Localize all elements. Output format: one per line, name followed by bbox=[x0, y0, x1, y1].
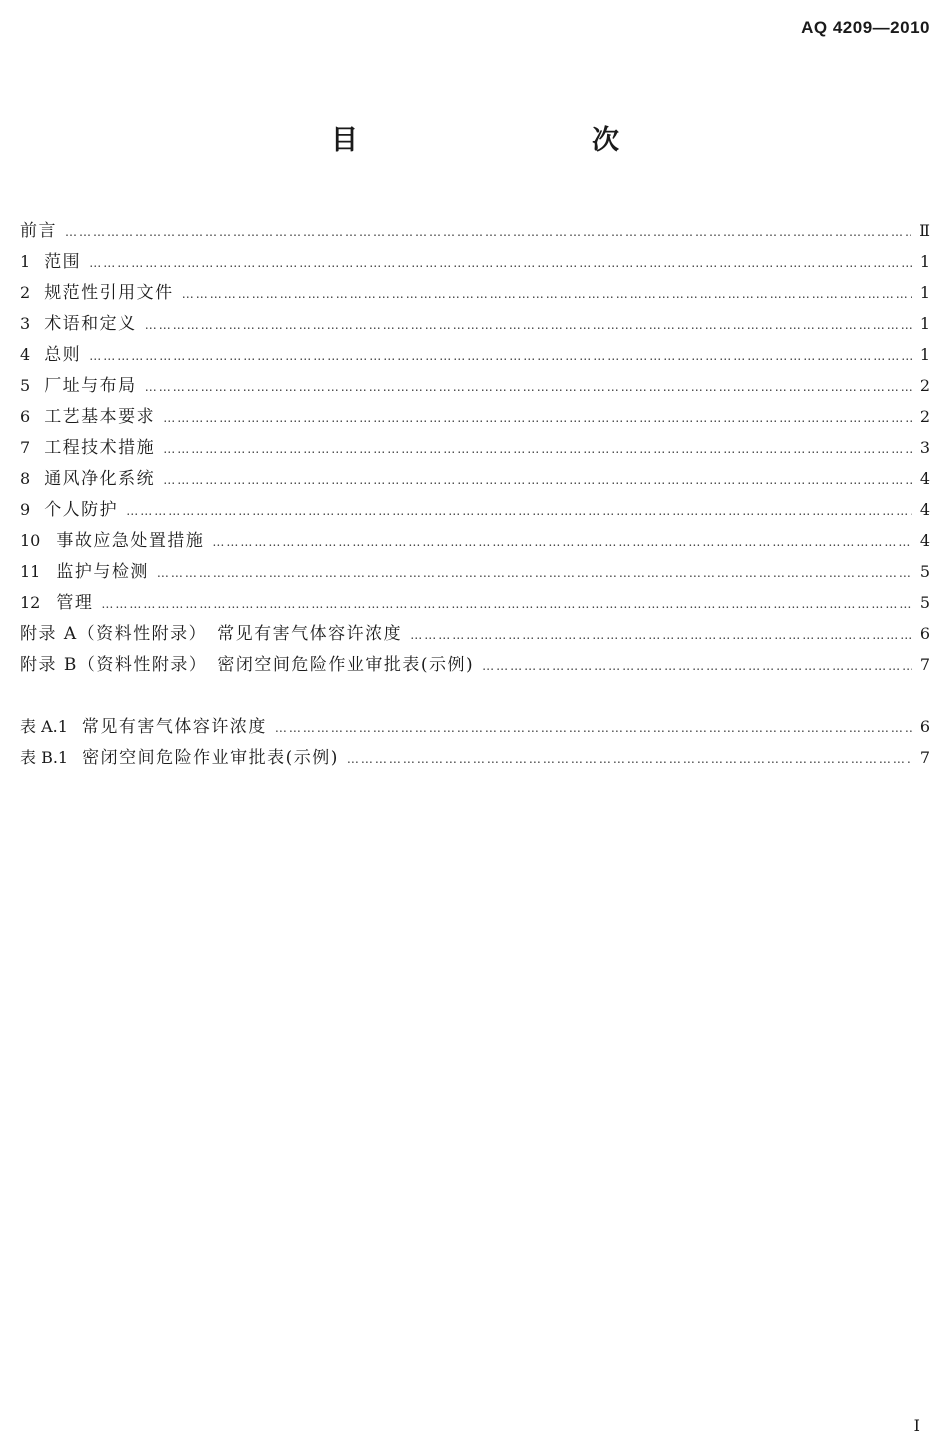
toc-entry-page: 2 bbox=[919, 376, 930, 395]
toc-entry-page: 1 bbox=[919, 345, 930, 364]
toc-entry-label: 附录 B（资料性附录） 密闭空间危险作业审批表(示例) bbox=[20, 655, 475, 675]
toc-entry-4[interactable] bbox=[20, 339, 930, 370]
table-entry-number: 表 B.1 bbox=[20, 748, 69, 767]
dot-leader bbox=[145, 372, 912, 403]
toc-entry-page: 5 bbox=[919, 562, 930, 581]
toc-entry-page: 7 bbox=[919, 655, 930, 674]
toc-entry-12[interactable] bbox=[20, 587, 930, 618]
dot-leader bbox=[212, 527, 911, 558]
toc-entry-2[interactable] bbox=[20, 277, 930, 308]
toc-entry-label: 总则 bbox=[44, 345, 82, 365]
toc-entry-foreword[interactable] bbox=[20, 215, 930, 246]
toc-entry-number: 3 bbox=[20, 314, 31, 333]
dot-leader bbox=[163, 465, 912, 496]
toc-entry-page: 5 bbox=[919, 593, 930, 612]
toc-entry-10[interactable] bbox=[20, 525, 930, 556]
toc-entry-page: 1 bbox=[919, 252, 930, 271]
toc-entry-label: 监护与检测 bbox=[56, 562, 149, 582]
dot-leader bbox=[410, 620, 912, 651]
toc-entry-number: 4 bbox=[20, 345, 31, 364]
toc-entry-label: 术语和定义 bbox=[44, 314, 137, 334]
dot-leader bbox=[163, 403, 912, 434]
list-of-tables bbox=[20, 711, 930, 773]
toc-entry-page: 4 bbox=[919, 469, 930, 488]
table-entry-a1[interactable] bbox=[20, 711, 930, 742]
toc-entry-3[interactable] bbox=[20, 308, 930, 339]
toc-entry-label: 附录 A（资料性附录） 常见有害气体容许浓度 bbox=[20, 624, 403, 644]
toc-entry-page: 4 bbox=[919, 531, 930, 550]
table-of-contents bbox=[20, 215, 930, 680]
toc-entry-1[interactable] bbox=[20, 246, 930, 277]
standard-code: AQ 4209—2010 bbox=[801, 18, 930, 37]
toc-entry-6[interactable] bbox=[20, 401, 930, 432]
toc-entry-label: 工艺基本要求 bbox=[44, 407, 156, 427]
toc-entry-number: 9 bbox=[20, 500, 31, 519]
toc-entry-number: 1 bbox=[20, 252, 31, 271]
toc-entry-label: 规范性引用文件 bbox=[44, 283, 174, 303]
toc-entry-appendix-b[interactable] bbox=[20, 649, 930, 680]
dot-leader bbox=[145, 310, 912, 341]
table-entry-label: 常见有害气体容许浓度 bbox=[81, 717, 267, 737]
dot-leader bbox=[275, 713, 912, 744]
toc-entry-5[interactable] bbox=[20, 370, 930, 401]
dot-leader bbox=[126, 496, 912, 527]
toc-entry-page: Ⅱ bbox=[919, 221, 930, 240]
table-entry-label: 密闭空间危险作业审批表(示例) bbox=[82, 748, 339, 768]
toc-entry-appendix-a[interactable] bbox=[20, 618, 930, 649]
dot-leader bbox=[482, 651, 912, 682]
toc-entry-label: 个人防护 bbox=[44, 500, 119, 520]
table-entry-b1[interactable] bbox=[20, 742, 930, 773]
toc-entry-number: 11 bbox=[20, 562, 41, 581]
toc-entry-label: 管理 bbox=[56, 593, 94, 613]
toc-entry-number: 2 bbox=[20, 283, 31, 302]
toc-entry-page: 4 bbox=[919, 500, 930, 519]
toc-entry-11[interactable] bbox=[20, 556, 930, 587]
toc-entry-8[interactable] bbox=[20, 463, 930, 494]
toc-entry-page: 1 bbox=[919, 283, 930, 302]
toc-entry-number: 10 bbox=[20, 531, 41, 550]
table-entry-page: 7 bbox=[919, 748, 930, 767]
toc-entry-number: 8 bbox=[20, 469, 31, 488]
toc-entry-number: 7 bbox=[20, 438, 31, 457]
table-entry-number: 表 A.1 bbox=[20, 717, 68, 736]
toc-entry-page: 6 bbox=[919, 624, 930, 643]
toc-entry-9[interactable] bbox=[20, 494, 930, 525]
toc-entry-number: 5 bbox=[20, 376, 31, 395]
toc-entry-label: 前言 bbox=[20, 221, 57, 241]
dot-leader bbox=[65, 217, 911, 248]
toc-entry-label: 事故应急处置措施 bbox=[56, 531, 205, 551]
toc-entry-label: 通风净化系统 bbox=[44, 469, 156, 489]
dot-leader bbox=[89, 341, 912, 372]
table-entry-page: 6 bbox=[919, 717, 930, 736]
dot-leader bbox=[182, 279, 912, 310]
page-number: Ⅰ bbox=[913, 1416, 920, 1435]
toc-entry-label: 工程技术措施 bbox=[44, 438, 156, 458]
toc-entry-number: 6 bbox=[20, 407, 31, 426]
toc-entry-7[interactable] bbox=[20, 432, 930, 463]
dot-leader bbox=[157, 558, 912, 589]
toc-entry-number: 12 bbox=[20, 593, 41, 612]
dot-leader bbox=[101, 589, 911, 620]
page-title: 目 次 bbox=[331, 125, 679, 156]
dot-leader bbox=[89, 248, 912, 279]
toc-entry-page: 3 bbox=[919, 438, 930, 457]
dot-leader bbox=[347, 744, 912, 775]
toc-entry-page: 1 bbox=[919, 314, 930, 333]
dot-leader bbox=[163, 434, 912, 465]
toc-entry-page: 2 bbox=[919, 407, 930, 426]
toc-entry-label: 范围 bbox=[44, 252, 82, 272]
toc-entry-label: 厂址与布局 bbox=[44, 376, 137, 396]
